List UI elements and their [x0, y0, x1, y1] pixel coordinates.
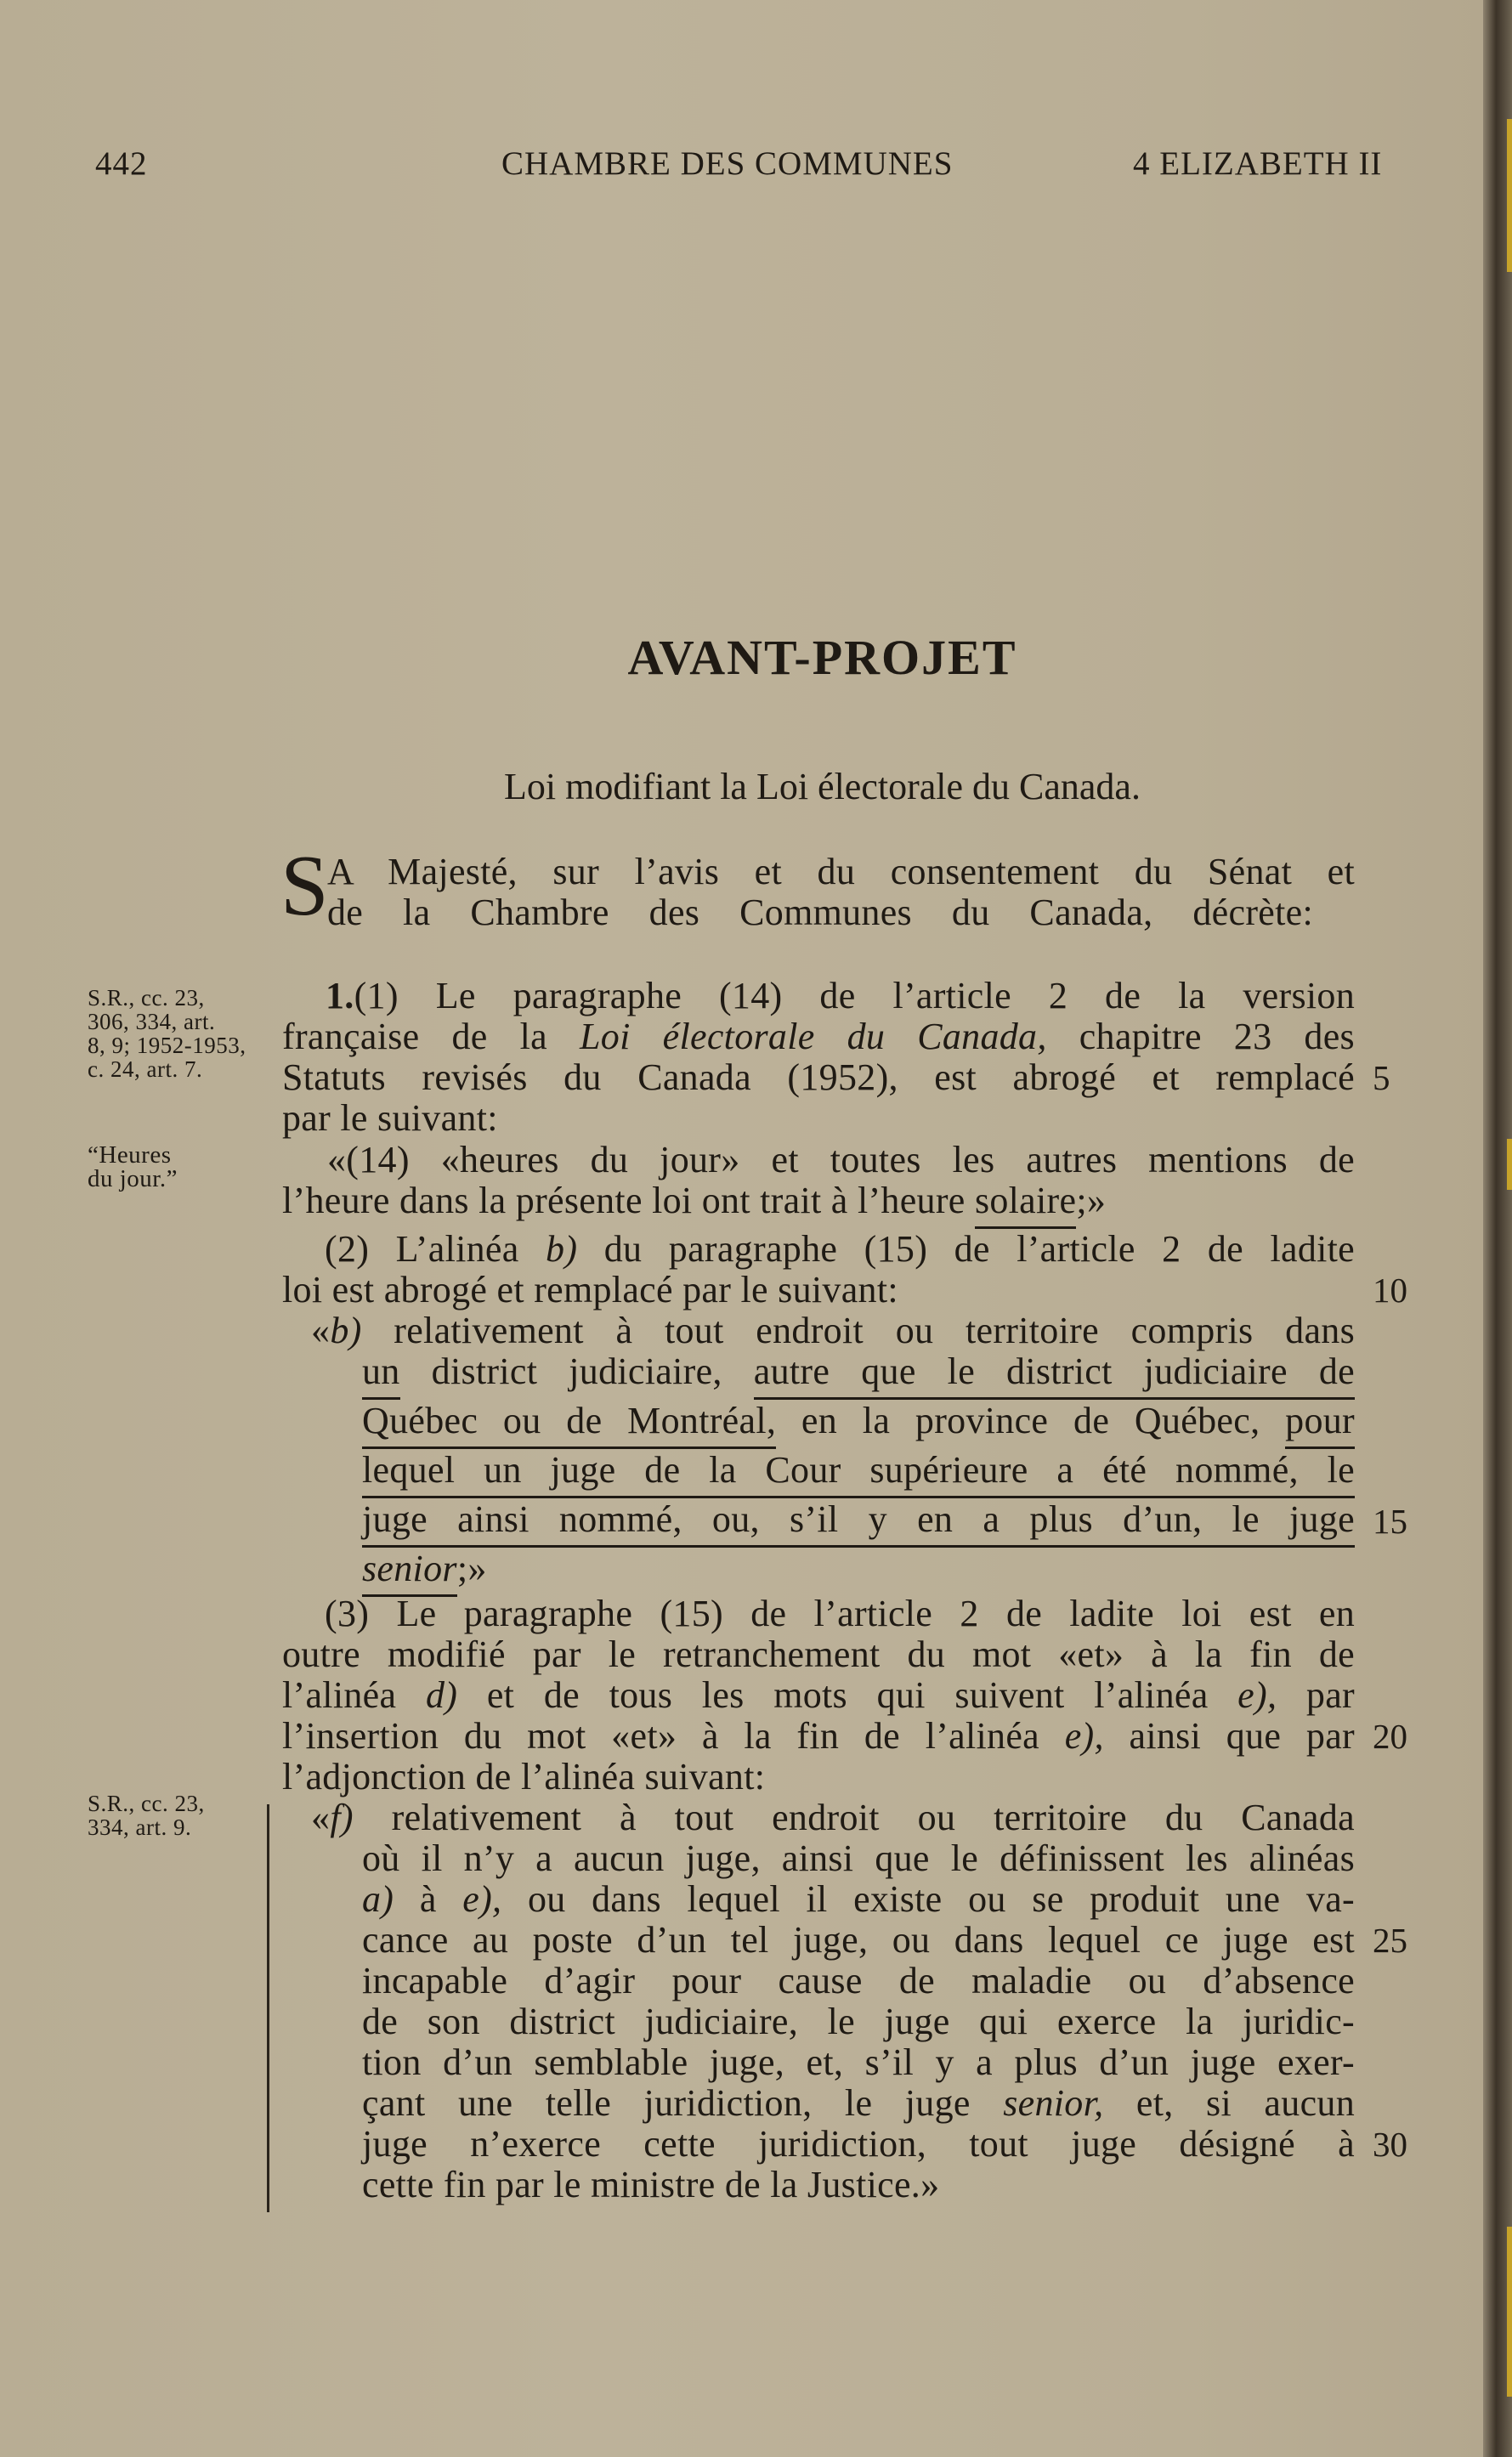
paragraph-b-line-5 [362, 1499, 1355, 1548]
note-line: 306, 334, art. [88, 1009, 216, 1034]
text: en la province de Québec, [776, 1400, 1286, 1441]
paragraph-b-line-2 [362, 1351, 1355, 1392]
text: relativement à tout endroit ou territoire du Canada [353, 1797, 1355, 1838]
enacting-line-2: de la Chambre des Communes du Canada, décrète: [327, 892, 1313, 933]
bill-subtitle: Loi modifiant la Loi électorale du Canada. [504, 766, 1141, 807]
paragraph-b-line-6 [362, 1548, 1355, 1589]
underlined-amendment: senior [362, 1548, 457, 1597]
subsection-2-line-2: loi est abrogé et remplacé par le suivant: [282, 1269, 898, 1311]
paragraph-f-line-4: cance au poste d’un tel juge, ou dans lequel ce juge est [362, 1919, 1355, 1961]
underlined-amendment: pour [1285, 1400, 1355, 1449]
line-number: 5 [1373, 1058, 1390, 1097]
statute-title: Loi électorale du Canada, [580, 1016, 1047, 1057]
text: l’alinéa [282, 1674, 426, 1716]
line-number: 25 [1373, 1921, 1407, 1960]
marginal-note-heading [88, 1143, 178, 1191]
note-line: 8, 9; 1952-1953, [88, 1033, 246, 1058]
paragraph-f-line-6: de son district judiciaire, le juge qui exerce la juridic- [362, 2001, 1355, 2042]
note-line: S.R., cc. 23, [88, 985, 205, 1011]
subsection-2-line-1 [325, 1229, 1355, 1270]
text: e), [1237, 1674, 1277, 1716]
text: f) [330, 1797, 354, 1838]
subsection-3-line-2: outre modifié par le retranchement du mot «et» à la fin de [282, 1633, 1355, 1675]
text: senior, [1003, 2082, 1104, 2124]
subsection-3-line-4 [282, 1716, 1355, 1757]
text: et de tous les mots qui suivent l’alinéa [457, 1674, 1238, 1716]
text: d) [425, 1674, 458, 1716]
section-1-line-3: Statuts revisés du Canada (1952), est abrogé et remplacé [282, 1056, 1355, 1098]
text: e), [462, 1878, 502, 1920]
text: française de la [282, 1016, 580, 1057]
marginal-rule [267, 1804, 269, 2212]
text: ;» [456, 1548, 487, 1589]
section-1-line-4: par le suivant: [282, 1097, 498, 1139]
definition-line-2 [282, 1180, 1355, 1221]
paragraph-b-line-1 [311, 1311, 1355, 1351]
text: a) [362, 1878, 394, 1920]
dropcap-letter: S [280, 838, 329, 934]
underlined-amendment: solaire [975, 1180, 1076, 1229]
text: ainsi que par [1103, 1715, 1355, 1757]
line-number: 20 [1373, 1717, 1407, 1756]
note-line: “Heures [88, 1141, 172, 1169]
line-number: 30 [1373, 2125, 1407, 2164]
underlined-amendment: autre que le district judiciaire de [754, 1350, 1355, 1400]
section-1-line-2 [282, 1016, 1355, 1057]
paragraph-f-line-1 [311, 1797, 1355, 1838]
note-line: 334, art. 9. [88, 1814, 192, 1840]
paragraph-f-line-8 [362, 2083, 1355, 2124]
text: (1) Le paragraphe (14) de l’article 2 de la version [354, 975, 1355, 1016]
text: ou dans lequel il existe ou se produit une va- [501, 1878, 1355, 1920]
spine-mark [1507, 1139, 1512, 1190]
paragraph-f-line-7: tion d’un semblable juge, et, s’il y a plus d’un juge exer- [362, 2041, 1355, 2083]
subsection-3-line-3 [282, 1675, 1355, 1716]
definition-line-1: «(14) «heures du jour» et toutes les autres mentions de [327, 1139, 1355, 1180]
section-1-line-1 [326, 976, 1355, 1016]
line-number: 10 [1373, 1271, 1407, 1310]
paragraph-b-line-4 [362, 1450, 1355, 1498]
page-number: 442 [95, 145, 148, 182]
text: l’heure dans la présente loi ont trait à l’heure [282, 1180, 975, 1221]
paragraph-f-line-3 [362, 1879, 1355, 1920]
spine-mark [1507, 2227, 1512, 2397]
text: l’insertion du mot «et» à la fin de l’alinéa [282, 1715, 1065, 1757]
text: ;» [1076, 1180, 1107, 1221]
underlined-amendment: un [362, 1350, 400, 1400]
underlined-amendment: juge ainsi nommé, ou, s’il y en a plus d’un, le juge [362, 1499, 1355, 1548]
paragraph-f-line-10: cette fin par le ministre de la Justice.» [362, 2164, 940, 2205]
subsection-3-line-5: l’adjonction de l’alinéa suivant: [282, 1756, 766, 1797]
note-line: du jour.” [88, 1165, 178, 1192]
marginal-note-citation-2 [88, 1792, 205, 1839]
text: par [1277, 1674, 1355, 1716]
paragraph-f-line-5: incapable d’agir pour cause de maladie ou d’absence [362, 1960, 1355, 2001]
underlined-amendment: lequel un juge de la Cour supérieure a été nommé, le [362, 1450, 1355, 1498]
spine-mark [1507, 119, 1512, 272]
page-title: AVANT-PROJET [627, 630, 1017, 685]
note-line: S.R., cc. 23, [88, 1791, 205, 1816]
text: « [311, 1797, 331, 1838]
text: çant une telle juridiction, le juge [362, 2082, 1004, 2124]
section-number: 1. [326, 975, 354, 1016]
text: « [311, 1310, 331, 1351]
paragraph-f-line-9: juge n’exerce cette juridiction, tout juge désigné à [362, 2123, 1355, 2165]
enacting-line-1: A Majesté, sur l’avis et du consentement du Sénat et [327, 851, 1355, 892]
text: à [394, 1878, 463, 1920]
text: (2) L’alinéa [325, 1228, 546, 1270]
book-spine [1483, 0, 1512, 2457]
text: chapitre 23 des [1046, 1016, 1355, 1057]
text: e), [1064, 1715, 1104, 1757]
paragraph-f-line-2: où il n’y a aucun juge, ainsi que le définissent les alinéas [362, 1837, 1355, 1879]
text: relativement à tout endroit ou territoire compris dans [361, 1310, 1355, 1351]
text: du paragraphe (15) de l’article 2 de ladite [577, 1228, 1355, 1270]
paragraph-b-line-3 [362, 1401, 1355, 1441]
text: district judiciaire, [399, 1350, 754, 1392]
text: et, si aucun [1103, 2082, 1355, 2124]
text: b) [330, 1310, 362, 1351]
subsection-3-line-1: (3) Le paragraphe (15) de l’article 2 de ladite loi est en [325, 1593, 1355, 1634]
regnal-year: 4 ELIZABETH II [1133, 145, 1383, 182]
running-title: CHAMBRE DES COMMUNES [501, 145, 954, 182]
text: b) [546, 1228, 578, 1270]
underlined-amendment: Québec ou de Montréal, [362, 1400, 776, 1449]
note-line: c. 24, art. 7. [88, 1056, 203, 1082]
line-number: 15 [1373, 1502, 1407, 1541]
marginal-note-citation [88, 986, 246, 1081]
